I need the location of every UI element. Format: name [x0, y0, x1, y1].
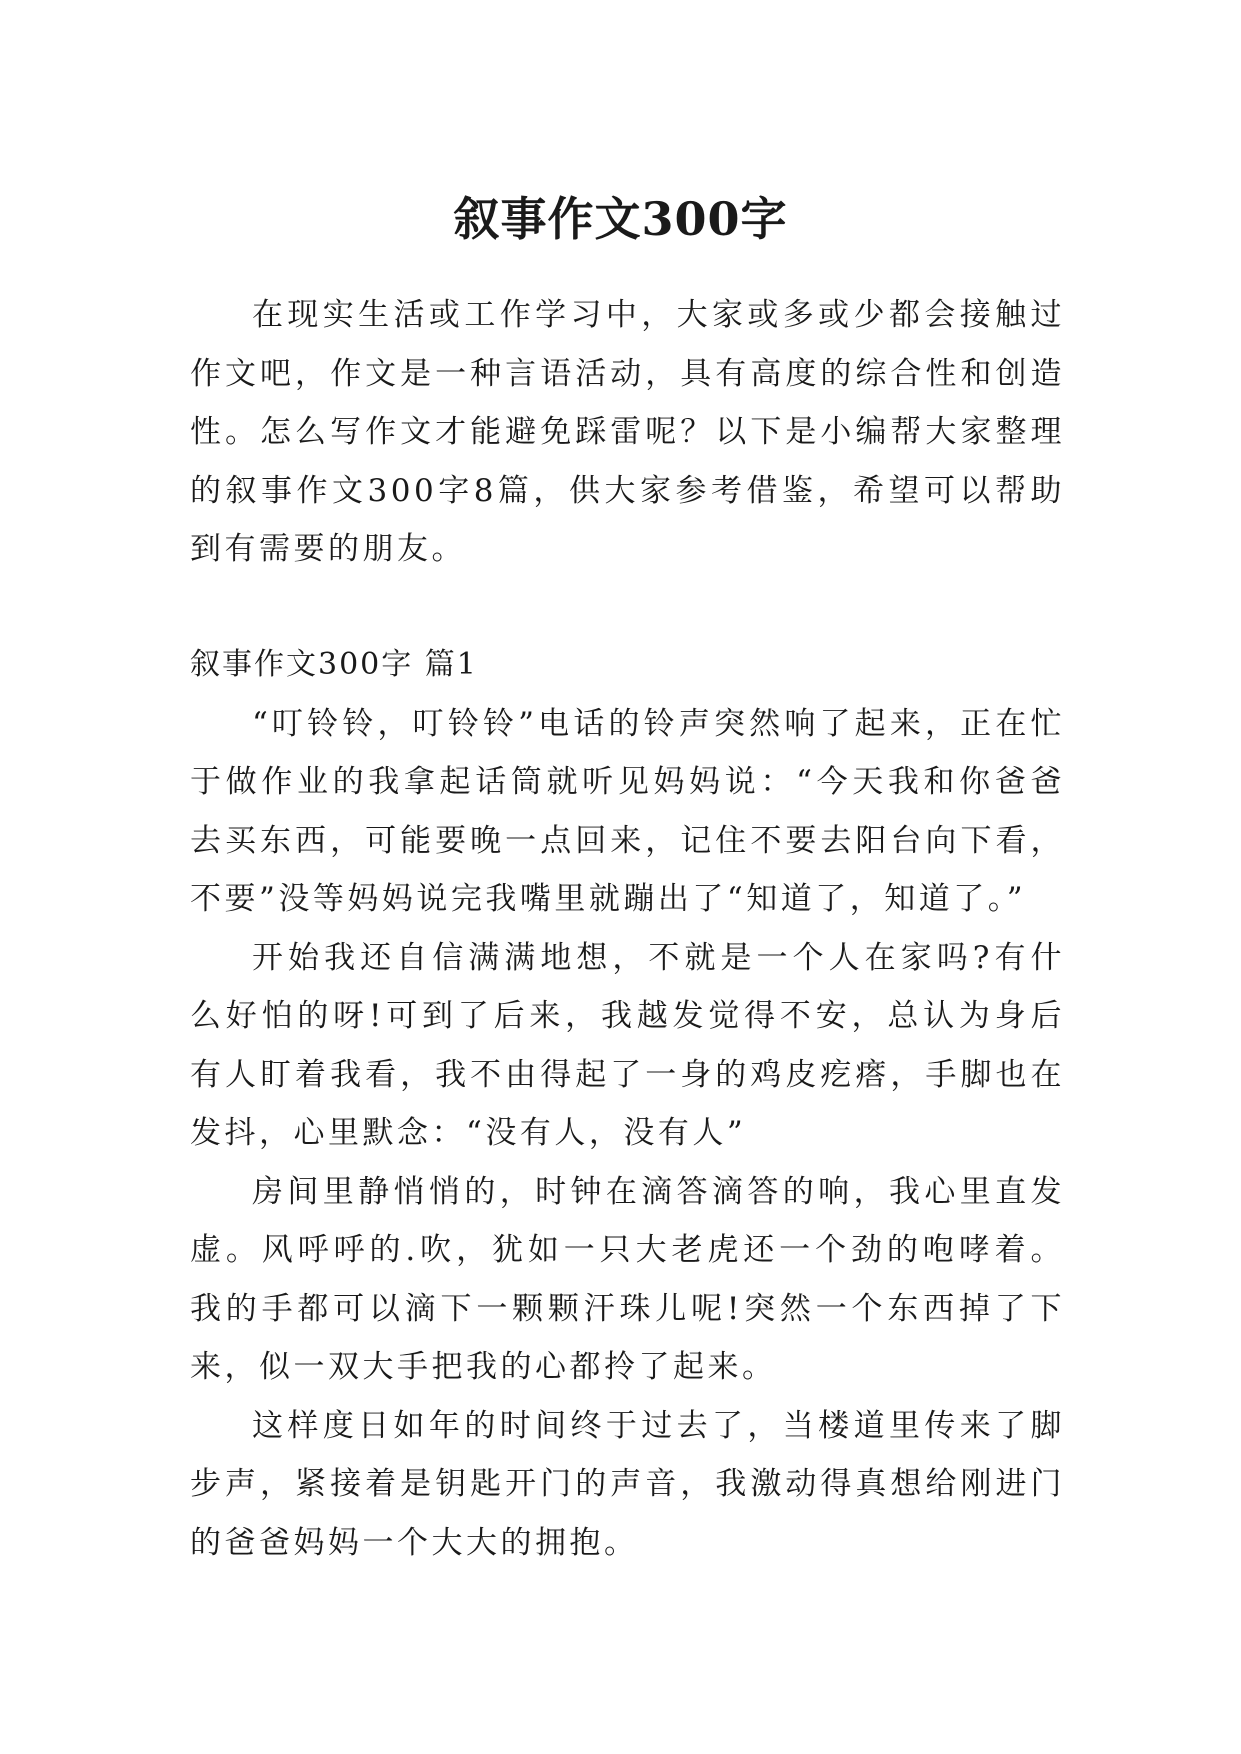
section-paragraph-4: 这样度日如年的时间终于过去了，当楼道里传来了脚步声，紧接着是钥匙开门的声音，我激动得真想给刚进门的爸爸妈妈一个大大的拥抱。 [190, 1407, 1065, 1561]
section-paragraph-1: “叮铃铃，叮铃铃”电话的铃声突然响了起来，正在忙于做作业的我拿起话筒就听见妈妈说：“今天我和你爸爸去买东西，可能要晚一点回来，记住不要去阳台向下看，不要”没等妈妈说完我嘴里就蹦出了“知道了，知道了。” [190, 705, 1065, 917]
section-heading: 叙事作文300字 篇1 [190, 647, 478, 682]
essay-section [190, 636, 1065, 1572]
document-title: 叙事作文300字 [453, 191, 788, 246]
section-paragraph-3: 房间里静悄悄的，时钟在滴答滴答的响，我心里直发虚。风呼呼的.吹，犹如一只大老虎还一个劲的咆哮着。我的手都可以滴下一颗颗汗珠儿呢!突然一个东西掉了下来，似一双大手把我的心都拎了起来。 [190, 1173, 1065, 1385]
intro-paragraph: 在现实生活或工作学习中，大家或多或少都会接触过作文吧，作文是一种言语活动，具有高度的综合性和创造性。怎么写作文才能避免踩雷呢？以下是小编帮大家整理的叙事作文300字8篇，供大家参考借鉴，希望可以帮助到有需要的朋友。 [190, 297, 1065, 567]
section-paragraph-2: 开始我还自信满满地想，不就是一个人在家吗?有什么好怕的呀!可到了后来，我越发觉得不安，总认为身后有人盯着我看，我不由得起了一身的鸡皮疙瘩，手脚也在发抖，心里默念：“没有人，没有人” [190, 939, 1065, 1151]
intro-block [190, 286, 1065, 579]
